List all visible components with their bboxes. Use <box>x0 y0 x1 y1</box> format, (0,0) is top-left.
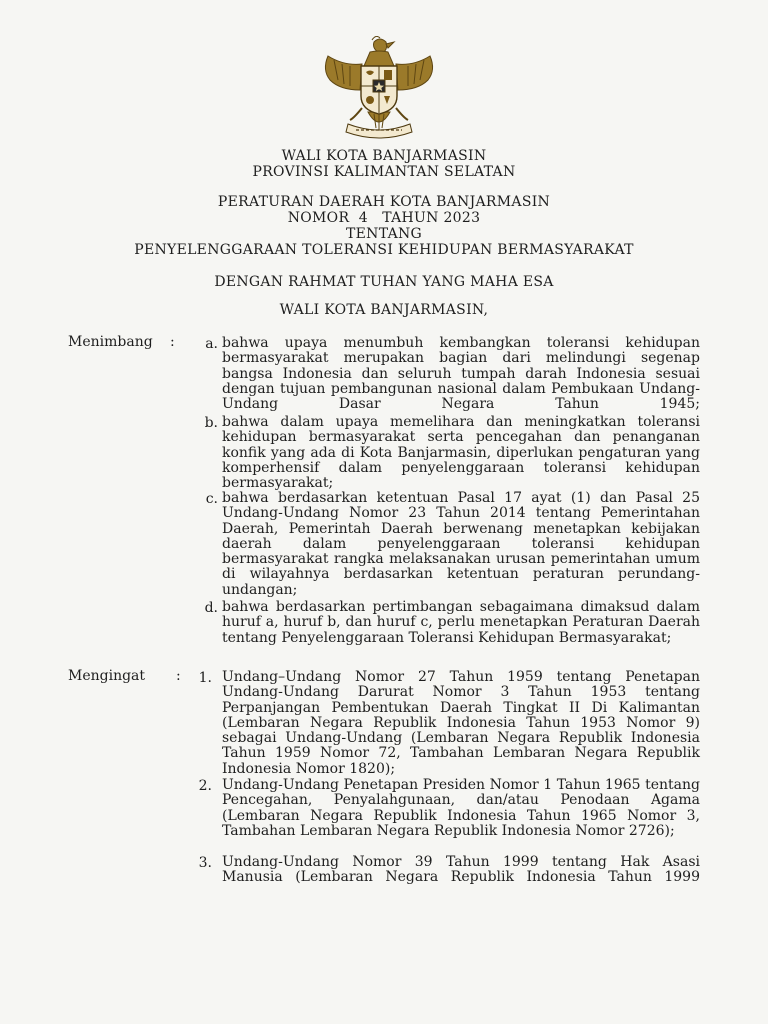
tentang-label: TENTANG <box>345 226 423 242</box>
mengingat-colon: : <box>176 668 181 684</box>
menimbang-item-a: bahwa upaya menumbuh kembangkan toleransi kehidupan bermasyarakat merupakan bagian dari melindungi segenap bangsa Indonesia dan seluruh tumpah darah Indonesia sesuai dengan tujuan pembangunan nasional dalam Pembukaan Undang-Undang Dasar Negara Tahun 1945; <box>222 335 700 413</box>
mengingat-marker-3: 3. <box>198 855 212 871</box>
mengingat-label: Mengingat <box>68 668 146 684</box>
menimbang-label: Menimbang <box>68 334 153 350</box>
menimbang-marker-b: b. <box>204 415 218 431</box>
menimbang-marker-d: d. <box>204 600 218 616</box>
menimbang-colon: : <box>170 334 175 350</box>
menimbang-marker-c: c. <box>205 491 218 507</box>
mengingat-marker-1: 1. <box>198 670 212 686</box>
province-title: PROVINSI KALIMANTAN SELATAN <box>252 164 516 180</box>
mengingat-item-3: Undang-Undang Nomor 39 Tahun 1999 tentang Hak Asasi Manusia (Lembaran Negara Republik Indonesia Tahun 1999 <box>222 854 700 886</box>
regulation-subject: PENYELENGGARAAN TOLERANSI KEHIDUPAN BERMASYARAKAT <box>134 242 634 258</box>
garuda-emblem-icon <box>314 36 444 142</box>
regulation-number: NOMOR 4 TAHUN 2023 <box>287 210 481 226</box>
menimbang-item-c: bahwa berdasarkan ketentuan Pasal 17 ayat (1) dan Pasal 25 Undang-Undang Nomor 23 Tahun 2014 tentang Pemerintahan Daerah, Pemerintah Daerah berwenang menetapkan kebijakan daerah dalam penyelenggaraan toleransi kehidupan bermasyarakat rangka melaksanakan urusan pemerintahan umum di wilayahnya berdasarkan ketentuan peraturan perundang-undangan; <box>222 490 700 598</box>
wali-kota-line: WALI KOTA BANJARMASIN, <box>279 302 489 318</box>
issuer-title: WALI KOTA BANJARMASIN <box>281 148 487 164</box>
mengingat-item-2: Undang-Undang Penetapan Presiden Nomor 1 Tahun 1965 tentang Pencegahan, Penyalahgunaan, dan/atau Penodaan Agama (Lembaran Negara Republik Indonesia Tahun 1965 Nomor 3, Tambahan Lembaran Negara Republik Indonesia Nomor 2726); <box>222 777 700 839</box>
mengingat-marker-2: 2. <box>198 778 212 794</box>
mengingat-item-1: Undang–Undang Nomor 27 Tahun 1959 tentang Penetapan Undang-Undang Darurat Nomor 3 Tahun 1953 tentang Perpanjangan Pembentukan Daerah Tingkat II Di Kalimantan (Lembaran Negara Republik Indonesia Tahun 1953 Nomor 9) sebagai Undang-Undang (Lembaran Negara Republik Indonesia Tahun 1959 Nomor 72, Tambahan Lembaran Negara Republik Indonesia Nomor 1820); <box>222 669 700 777</box>
menimbang-item-d: bahwa berdasarkan pertimbangan sebagaimana dimaksud dalam huruf a, huruf b, dan huruf c, perlu menetapkan Peraturan Daerah tentang Penyelenggaraan Toleransi Kehidupan Bermasyarakat; <box>222 599 700 646</box>
rahmat-line: DENGAN RAHMAT TUHAN YANG MAHA ESA <box>214 274 554 290</box>
regulation-title: PERATURAN DAERAH KOTA BANJARMASIN <box>217 194 551 210</box>
menimbang-item-b: bahwa dalam upaya memelihara dan meningkatkan toleransi kehidupan bermasyarakat serta pencegahan dan penanganan konfik yang ada di Kota Banjarmasin, diperlukan pengaturan yang komperhensif dalam penyelenggaraan toleransi kehidupan bermasyarakat; <box>222 414 700 492</box>
menimbang-marker-a: a. <box>205 336 218 352</box>
